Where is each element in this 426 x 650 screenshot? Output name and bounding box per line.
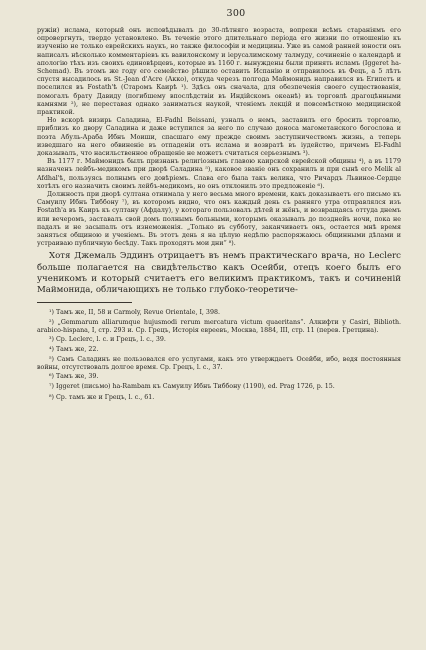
footnote: ⁶) Тамъ же, 39.	[49, 373, 99, 381]
footnote: ²) „Gemmarum alliarumque hujusmodi rerum mercatura victum quaeritans“. Алкифти у Casiri, Biblioth. arabico-hispana, I, стр. 293 и. Ср. Грецъ, Исторія евреевъ, Москва, 1884, III, стр. 11 (перев. Гретцина).	[37, 318, 401, 334]
footnote: ⁴) Тамъ же, 22.	[49, 346, 99, 354]
footnote: ⁷) Iggeret (письмо) ha-Rambam къ Самуилу Ибнъ Тиббону (1190), ed. Prag 1726, p. 15.	[49, 383, 335, 391]
main-body-text	[37, 27, 401, 248]
footnote: ¹) Тамъ же, II, 58 и Carmoly, Revue Orientale, I, 398.	[49, 309, 220, 317]
footnote: ³) Ср. Leclerc, l. c. и Грецъ, l. c., 39.	[49, 336, 166, 344]
page-number: 300	[226, 8, 246, 19]
footnotes	[37, 308, 401, 403]
body-paragraph: Должность при дворѣ султана отнимала у него весьма много времени, какъ доказываетъ его письмо къ Самуилу Ибнъ Тиббону ⁷), въ которомъ видно, что онъ каждый день съ ранняго утра отправлялся изъ Fostath'а въ Каиръ къ султану (Афдалу), у котораго пользовалъ дѣтей и жёнъ, и возвращаясь оттуда днемъ или вечеромъ, заставалъ свой домъ полнымъ больными, которымъ оказывалъ до позднейъ ночи, пока не падалъ и не засыпалъ отъ изнеможенія. „Только въ субботу, заканчиваетъ онъ, остается мнѣ время заняться общиною и ученіемъ. Въ этотъ день я на цѣлую недѣлю распоряжаюсь общинными дѣлами и устраиваю публичную бесѣду. Такъ проходятъ мои дни“ ⁸).	[37, 191, 401, 248]
large-type-passage	[37, 251, 401, 296]
body-paragraph: Но вскорѣ визирь Саладина, El-Fadhl Beissani, узналъ о немъ, заставилъ его бросить торговлю, приблизъ ко двору Саладина и даже вступился за него по случаю доноса магометанского богослова и поэта Абуль-Араба Ибнъ Моиши, спасшаго ему прежде своимъ заступничествомъ жизнь, а теперь изведшаго на него обвиненіе въ отпаденіи отъ ислама и возвратѣ въ іудейство, причемъ El-Fadhl доказывалъ, что насильственное обращеніе не можетъ считаться серьезнымъ ³).	[37, 117, 401, 158]
large-paragraph: Хотя Джемаль Эддинъ отрицаетъ въ немъ практическаго врача, но Leclerc больше полагается на свидѣтельство какъ Осейби, отецъ коего былъ его ученикомъ и который считаетъ его великимъ практикомъ, такъ и сочиненій Маймонида, обличающихъ не только глубоко-теоретиче-	[37, 251, 401, 296]
footnote: ⁸) Ср. тамъ же и Грецъ, l. c., 61.	[49, 393, 155, 401]
body-paragraph: ружіи) ислама, который онъ исповѣдывалъ до 30-лѣтняго возраста, вопреки всѣмъ стараніямъ его опровергнуть, твердо установлено. Въ теченіе этого длительнаго періода его жизни по отношенію къ изученію не только еврейскихъ наукъ, но также философіи и медицины. Уже въ самой ранней юности онъ написалъ нѣсколько комментаріевъ къ вавилонскому и іерусалимскому талмуду, сочиненіе о календарѣ и апологію тѣхъ изъ своихъ единовѣрцевъ, которые въ 1160 г. вынуждены были принять исламъ (Iggeret ha-Schemad). Въ этомъ же году его семейство рѣшило оставить Испанію и отправилось въ Фецъ, а 5 лѣтъ спустя высадилось въ St.-Jean d'Acre (Акко), откуда черезъ полгода Маймонидъ направился въ Египетъ и поселился въ Fostath'ѣ (Старомъ Каирѣ ¹). Здѣсь онъ сначала, для обезпеченія своего существованія, помогалъ брату Давиду (погибшему впослѣдствіи въ Индійскомъ океанѣ) въ торговлѣ драгоцѣнными камнями ²), не переставая однако заниматься наукой, чтеніемъ лекцій и повсемѣстною медицинской практикой.	[37, 27, 401, 117]
footnote-separator-rule	[37, 302, 132, 303]
body-paragraph: Въ 1177 г. Маймонидъ былъ признанъ религіознымъ главою каирской еврейской общины ⁴), а въ 1179 назначенъ лейбъ-медикомъ при дворѣ Саладина ⁵), каковое званіе онъ сохранилъ и при сынѣ его Melik al Afdhal'ѣ, пользуясь полнымъ его довѣріемъ. Слава его была такъ велика, что Ричардъ Львиное-Сердце хотѣлъ его назначить своимъ лейбъ-медикомъ, но онъ отклонилъ это предложеніе ⁶).	[37, 158, 401, 190]
footnote: ⁵) Самъ Саладинъ не пользовался его услугами, какъ это утверждаетъ Осейби, ибо, ведя постоянныя войны, отсутствовалъ долгое время. Ср. Грецъ, l. c., 37.	[37, 355, 401, 371]
